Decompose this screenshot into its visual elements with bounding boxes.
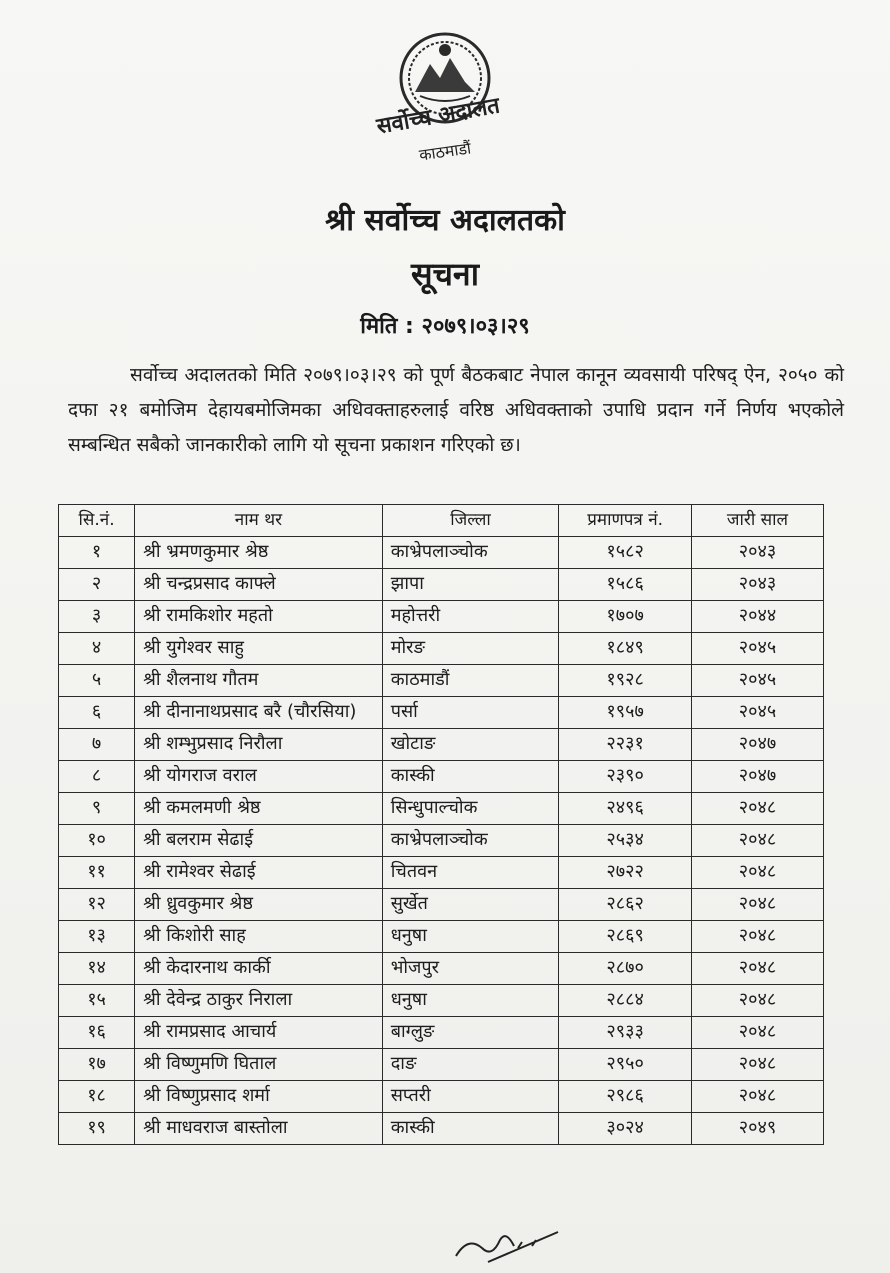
cell-district: झापा bbox=[382, 569, 559, 601]
cell-district: काभ्रेपलाञ्चोक bbox=[382, 825, 559, 857]
cell-sn: १६ bbox=[59, 1017, 135, 1049]
table-row bbox=[59, 985, 824, 1017]
cell-sn: ३ bbox=[59, 601, 135, 633]
table-row bbox=[59, 697, 824, 729]
cell-sn: १९ bbox=[59, 1113, 135, 1145]
table-row bbox=[59, 889, 824, 921]
cell-district: चितवन bbox=[382, 857, 559, 889]
table-row bbox=[59, 921, 824, 953]
cell-district: पर्सा bbox=[382, 697, 559, 729]
cell-certificate: २९३३ bbox=[559, 1017, 692, 1049]
cell-sn: १३ bbox=[59, 921, 135, 953]
cell-district: सप्तरी bbox=[382, 1081, 559, 1113]
cell-certificate: १९५७ bbox=[559, 697, 692, 729]
cell-year: २०४८ bbox=[691, 953, 823, 985]
cell-certificate: २८६२ bbox=[559, 889, 692, 921]
cell-sn: ६ bbox=[59, 697, 135, 729]
cell-district: भोजपुर bbox=[382, 953, 559, 985]
signature-initial bbox=[448, 1218, 568, 1268]
cell-district: दाङ bbox=[382, 1049, 559, 1081]
cell-name: श्री युगेश्वर साहु bbox=[135, 633, 383, 665]
cell-district: काभ्रेपलाञ्चोक bbox=[382, 537, 559, 569]
cell-certificate: १७०७ bbox=[559, 601, 692, 633]
table-row bbox=[59, 569, 824, 601]
cell-certificate: २३९० bbox=[559, 761, 692, 793]
cell-certificate: २८६९ bbox=[559, 921, 692, 953]
cell-name: श्री रामकिशोर महतो bbox=[135, 601, 383, 633]
cell-name: श्री शम्भुप्रसाद निरौला bbox=[135, 729, 383, 761]
advocates-table bbox=[58, 504, 824, 1145]
cell-name: श्री दीनानाथप्रसाद बरै (चौरसिया) bbox=[135, 697, 383, 729]
notice-heading: सूचना bbox=[410, 255, 479, 293]
cell-district: काठमाडौं bbox=[382, 665, 559, 697]
cell-year: २०४८ bbox=[691, 1017, 823, 1049]
cell-certificate: ३०२४ bbox=[559, 1113, 692, 1145]
cell-year: २०४५ bbox=[691, 697, 823, 729]
cell-year: २०४८ bbox=[691, 889, 823, 921]
seal-line-1: सर्वोच्च अदालत bbox=[374, 93, 502, 140]
cell-year: २०४८ bbox=[691, 1049, 823, 1081]
cell-district: महोत्तरी bbox=[382, 601, 559, 633]
cell-district: कास्की bbox=[382, 761, 559, 793]
cell-sn: ८ bbox=[59, 761, 135, 793]
cell-sn: १७ bbox=[59, 1049, 135, 1081]
cell-name: श्री योगराज वराल bbox=[135, 761, 383, 793]
page-title: श्री सर्वोच्च अदालतको bbox=[325, 203, 565, 238]
cell-name: श्री विष्णुप्रसाद शर्मा bbox=[135, 1081, 383, 1113]
cell-district: धनुषा bbox=[382, 985, 559, 1017]
table-row bbox=[59, 537, 824, 569]
cell-name: श्री किशोरी साह bbox=[135, 921, 383, 953]
table-header-row bbox=[59, 505, 824, 537]
cell-district: बाग्लुङ bbox=[382, 1017, 559, 1049]
seal-line-2: काठमाडौं bbox=[417, 138, 473, 165]
table-row bbox=[59, 1017, 824, 1049]
cell-name: श्री विष्णुमणि घिताल bbox=[135, 1049, 383, 1081]
cell-certificate: २९८६ bbox=[559, 1081, 692, 1113]
header-district: जिल्ला bbox=[382, 505, 559, 537]
cell-name: श्री रामेश्वर सेढाई bbox=[135, 857, 383, 889]
cell-year: २०४३ bbox=[691, 569, 823, 601]
cell-district: सुर्खेत bbox=[382, 889, 559, 921]
cell-year: २०४५ bbox=[691, 633, 823, 665]
cell-district: मोरङ bbox=[382, 633, 559, 665]
cell-certificate: २९५० bbox=[559, 1049, 692, 1081]
cell-name: श्री चन्द्रप्रसाद काफ्ले bbox=[135, 569, 383, 601]
table-row bbox=[59, 857, 824, 889]
cell-certificate: १५८२ bbox=[559, 537, 692, 569]
cell-sn: १२ bbox=[59, 889, 135, 921]
cell-name: श्री माधवराज बास्तोला bbox=[135, 1113, 383, 1145]
cell-certificate: २८८४ bbox=[559, 985, 692, 1017]
cell-certificate: १८४९ bbox=[559, 633, 692, 665]
cell-sn: ५ bbox=[59, 665, 135, 697]
table-row bbox=[59, 601, 824, 633]
cell-year: २०४८ bbox=[691, 825, 823, 857]
cell-sn: १ bbox=[59, 537, 135, 569]
table-row bbox=[59, 1081, 824, 1113]
cell-certificate: २८७० bbox=[559, 953, 692, 985]
cell-year: २०४७ bbox=[691, 761, 823, 793]
cell-certificate: १५८६ bbox=[559, 569, 692, 601]
cell-year: २०४८ bbox=[691, 793, 823, 825]
cell-year: २०४३ bbox=[691, 537, 823, 569]
header-certificate: प्रमाणपत्र नं. bbox=[559, 505, 692, 537]
cell-year: २०४८ bbox=[691, 985, 823, 1017]
table-row bbox=[59, 729, 824, 761]
cell-name: श्री शैलनाथ गौतम bbox=[135, 665, 383, 697]
cell-sn: १८ bbox=[59, 1081, 135, 1113]
cell-sn: ९ bbox=[59, 793, 135, 825]
notice-paragraph: सर्वोच्च अदालतको मिति २०७९।०३।२९ को पूर्ण बैठकबाट नेपाल कानून व्यवसायी परिषद् ऐन, २०५० को दफा २१ बमोजिम देहायबमोजिमका अधिवक्ताहरुलाई वरिष्ठ अधिवक्ताको उपाधि प्रदान गर्ने निर्णय भएकोले सम्बन्धित सबैको जानकारीको लागि यो सूचना प्रकाशन गरिएको छ। bbox=[68, 364, 844, 456]
cell-sn: १५ bbox=[59, 985, 135, 1017]
cell-year: २०४८ bbox=[691, 1081, 823, 1113]
cell-district: कास्की bbox=[382, 1113, 559, 1145]
cell-district: सिन्धुपाल्चोक bbox=[382, 793, 559, 825]
header-sn: सि.नं. bbox=[59, 505, 135, 537]
cell-certificate: २२३१ bbox=[559, 729, 692, 761]
table-row bbox=[59, 1113, 824, 1145]
cell-name: श्री देवेन्द्र ठाकुर निराला bbox=[135, 985, 383, 1017]
table-row bbox=[59, 793, 824, 825]
cell-name: श्री रामप्रसाद आचार्य bbox=[135, 1017, 383, 1049]
table-row bbox=[59, 1049, 824, 1081]
notice-date: मिति : २०७९।०३।२९ bbox=[360, 314, 530, 339]
cell-name: श्री केदारनाथ कार्की bbox=[135, 953, 383, 985]
cell-year: २०४७ bbox=[691, 729, 823, 761]
table-row bbox=[59, 665, 824, 697]
table-row bbox=[59, 953, 824, 985]
cell-sn: ११ bbox=[59, 857, 135, 889]
cell-year: २०४८ bbox=[691, 857, 823, 889]
cell-certificate: २४९६ bbox=[559, 793, 692, 825]
cell-name: श्री ध्रुवकुमार श्रेष्ठ bbox=[135, 889, 383, 921]
cell-name: श्री भ्रमणकुमार श्रेष्ठ bbox=[135, 537, 383, 569]
cell-year: २०४८ bbox=[691, 921, 823, 953]
cell-sn: ७ bbox=[59, 729, 135, 761]
cell-name: श्री कमलमणी श्रेष्ठ bbox=[135, 793, 383, 825]
cell-sn: ४ bbox=[59, 633, 135, 665]
cell-certificate: १९२८ bbox=[559, 665, 692, 697]
cell-sn: २ bbox=[59, 569, 135, 601]
cell-year: २०४५ bbox=[691, 665, 823, 697]
table-row bbox=[59, 633, 824, 665]
cell-name: श्री बलराम सेढाई bbox=[135, 825, 383, 857]
cell-sn: १० bbox=[59, 825, 135, 857]
cell-district: धनुषा bbox=[382, 921, 559, 953]
header-name: नाम थर bbox=[135, 505, 383, 537]
cell-certificate: २५३४ bbox=[559, 825, 692, 857]
table-row bbox=[59, 761, 824, 793]
table-row bbox=[59, 825, 824, 857]
cell-year: २०४४ bbox=[691, 601, 823, 633]
cell-year: २०४९ bbox=[691, 1113, 823, 1145]
cell-sn: १४ bbox=[59, 953, 135, 985]
cell-certificate: २७२२ bbox=[559, 857, 692, 889]
header-year: जारी साल bbox=[691, 505, 823, 537]
cell-district: खोटाङ bbox=[382, 729, 559, 761]
